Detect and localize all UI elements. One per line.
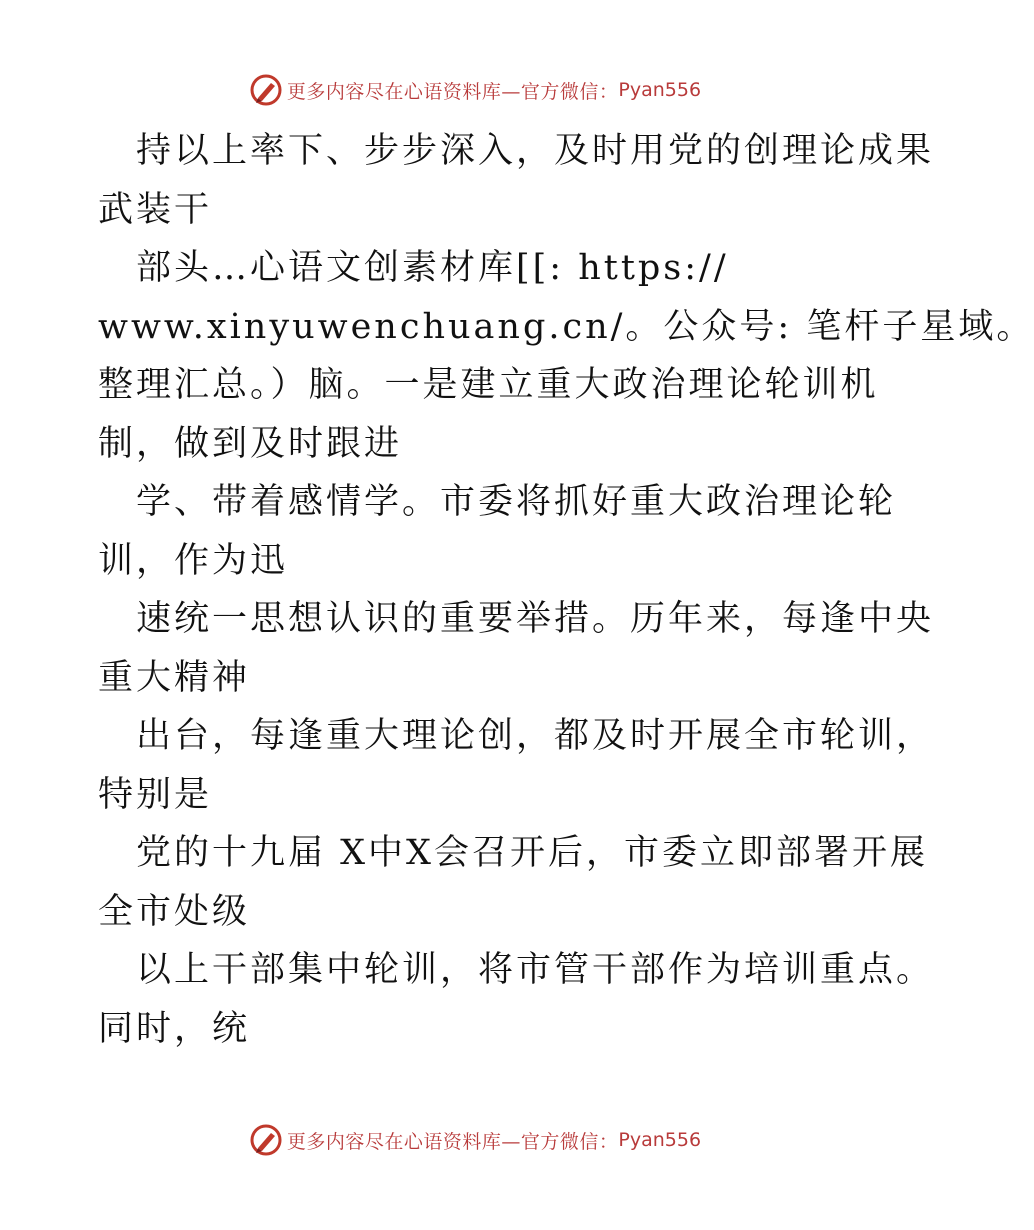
header-banner-text: 更多内容尽在心语资料库—官方微信：: [286, 80, 619, 103]
footer-banner: [0, 1120, 950, 1160]
text-line: 同时，统: [98, 1008, 251, 1049]
text-line: 武装干: [98, 189, 213, 230]
footer-banner-text: 更多内容尽在心语资料库—官方微信：: [286, 1130, 619, 1153]
text-line: 部头…心语文创素材库[[: https://: [136, 248, 729, 288]
text-line: www.xinyuwenchuang.cn/。公众号: 笔杆子星域。: [98, 306, 1034, 347]
document-body: [98, 122, 1034, 1058]
text-line: 重大精神: [98, 657, 251, 698]
text-line: 训，作为迅: [98, 540, 289, 581]
text-line: 学、带着感情学。市委将抓好重大政治理论轮: [136, 482, 897, 522]
text-line: 出台，每逢重大理论创，都及时开展全市轮训，: [136, 716, 935, 756]
text-line: 持以上率下、步步深入，及时用党的创理论成果: [136, 131, 935, 171]
footer-wechat-id: Pyan556: [618, 1129, 702, 1151]
text-line: 特别是: [98, 774, 213, 815]
header-wechat-id: Pyan556: [618, 79, 702, 101]
pen-logo-icon: [249, 73, 283, 107]
text-line: 全市处级: [98, 891, 251, 932]
header-banner: [0, 70, 950, 110]
text-line: 整理汇总。）脑。一是建立重大政治理论轮训机: [98, 365, 879, 405]
text-line: 以上干部集中轮训，将市管干部作为培训重点。: [136, 950, 935, 990]
text-line: 制，做到及时跟进: [98, 423, 403, 464]
text-line: 党的十九届 X中X会召开后，市委立即部署开展: [136, 833, 928, 873]
text-line: 速统一思想认识的重要举措。历年来，每逢中央: [136, 599, 935, 639]
pen-logo-icon: [249, 1123, 283, 1157]
